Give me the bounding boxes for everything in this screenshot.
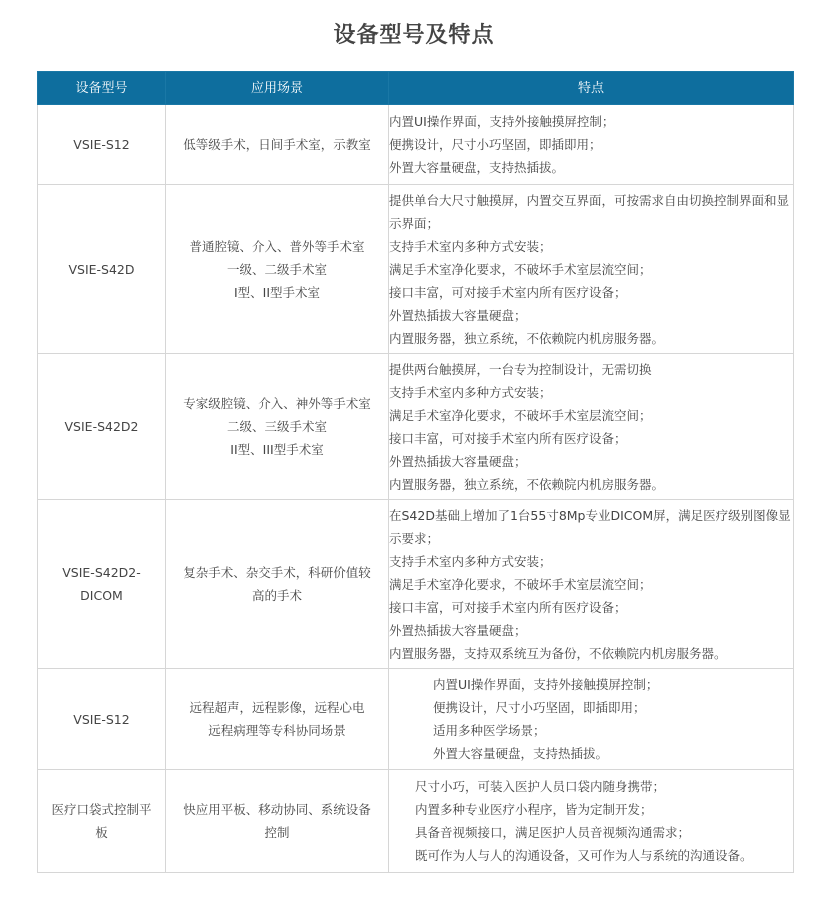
scene-cell <box>166 105 389 185</box>
scene-text: 普通腔镜、介入、普外等手术室 <box>189 238 365 254</box>
model-text: VSIE-S42D2 <box>64 419 139 434</box>
feature-line: 接口丰富，可对接手术室内所有医疗设备； <box>389 430 627 446</box>
feature-line: 外置大容量硬盘，支持热插拔。 <box>433 746 609 761</box>
model-cell <box>38 185 166 354</box>
feature-line: 内置服务器，独立系统，不依赖院内机房服务器。 <box>389 476 665 492</box>
features-cell <box>389 105 794 185</box>
feature-line: 适用多种医学场景； <box>433 723 546 738</box>
model-text: 医疗口袋式控制平 <box>51 802 152 817</box>
table-header-row <box>38 72 794 105</box>
scene-cell <box>166 354 389 500</box>
scene-cell <box>166 185 389 354</box>
feature-line: 内置多种专业医疗小程序，皆为定制开发； <box>415 802 653 817</box>
scene-text: 高的手术 <box>251 588 302 603</box>
scene-text: II型、III型手术室 <box>230 442 324 457</box>
table-row <box>38 354 794 500</box>
model-text: VSIE-S12 <box>73 137 130 152</box>
feature-line: 内置服务器，支持双系统互为备份，不依赖院内机房服务器。 <box>389 645 727 661</box>
feature-line: 提供两台触摸屏，一台专为控制设计，无需切换 <box>389 361 652 377</box>
scene-text: 复杂手术、杂交手术，科研价值较 <box>183 565 371 580</box>
features-cell <box>389 770 794 873</box>
model-cell <box>38 105 166 185</box>
scene-text: I型、II型手术室 <box>233 284 321 300</box>
header-features: 特点 <box>389 72 794 105</box>
feature-line: 外置热插拔大容量硬盘； <box>389 307 527 323</box>
feature-line: 支持手术室内多种方式安装； <box>389 553 552 569</box>
feature-line: 提供单台大尺寸触摸屏，内置交互界面，可按需求自由切换控制界面和显示界面； <box>389 192 790 231</box>
feature-line: 便携设计，尺寸小巧坚固，即插即用； <box>433 700 646 715</box>
features-cell <box>389 669 794 770</box>
page-title: 设备型号及特点 <box>333 23 495 48</box>
model-text: DICOM <box>80 588 123 603</box>
feature-line: 便携设计，尺寸小巧坚固，即插即用； <box>389 137 602 152</box>
feature-line: 内置UI操作界面，支持外接触摸屏控制； <box>433 677 659 692</box>
feature-line: 满足手术室净化要求，不破坏手术室层流空间； <box>389 407 652 423</box>
feature-line: 接口丰富，可对接手术室内所有医疗设备； <box>389 599 627 615</box>
feature-line: 满足手术室净化要求，不破坏手术室层流空间； <box>389 576 652 592</box>
model-cell <box>38 669 166 770</box>
feature-line: 支持手术室内多种方式安装； <box>389 238 552 254</box>
model-text: VSIE-S42D2- <box>62 565 141 580</box>
scene-text: 远程超声，远程影像，远程心电 <box>189 700 365 715</box>
table-row <box>38 500 794 669</box>
scene-text: 低等级手术，日间手术室，示教室 <box>183 137 371 152</box>
feature-line: 具备音视频接口，满足医护人员音视频沟通需求； <box>415 825 691 840</box>
scene-cell <box>166 770 389 873</box>
model-text: VSIE-S12 <box>73 711 130 727</box>
scene-text: 快应用平板、移动协同、系统设备 <box>183 802 371 817</box>
model-cell <box>38 770 166 873</box>
model-cell <box>38 354 166 500</box>
table-row <box>38 669 794 770</box>
scene-cell <box>166 500 389 669</box>
feature-line: 内置UI操作界面，支持外接触摸屏控制； <box>389 114 615 129</box>
feature-line: 外置大容量硬盘，支持热插拔。 <box>389 160 565 175</box>
features-cell <box>389 185 794 354</box>
model-cell <box>38 500 166 669</box>
feature-line: 尺寸小巧，可装入医护人员口袋内随身携带； <box>415 779 666 794</box>
features-cell <box>389 500 794 669</box>
header-model: 设备型号 <box>38 72 166 105</box>
scene-text: 远程病理等专科协同场景 <box>208 723 346 738</box>
header-scene: 应用场景 <box>166 72 389 105</box>
feature-line: 内置服务器，独立系统，不依赖院内机房服务器。 <box>389 330 665 346</box>
feature-line: 支持手术室内多种方式安装； <box>389 384 552 400</box>
features-cell <box>389 354 794 500</box>
spec-table <box>37 71 794 873</box>
scene-text: 控制 <box>264 825 290 840</box>
feature-line: 接口丰富，可对接手术室内所有医疗设备； <box>389 284 627 300</box>
model-text: 板 <box>95 825 108 840</box>
feature-line: 既可作为人与人的沟通设备，又可作为人与系统的沟通设备。 <box>415 848 753 863</box>
feature-line: 在S42D基础上增加了1台55寸8Mp专业DICOM屏，满足医疗级别图像显示要求； <box>389 507 791 546</box>
scene-text: 一级、二级手术室 <box>226 261 327 277</box>
table-row <box>38 185 794 354</box>
scene-cell <box>166 669 389 770</box>
feature-line: 满足手术室净化要求，不破坏手术室层流空间； <box>389 261 652 277</box>
table-row <box>38 770 794 873</box>
feature-line: 外置热插拔大容量硬盘； <box>389 622 527 638</box>
scene-text: 专家级腔镜、介入、神外等手术室 <box>183 396 371 411</box>
model-text: VSIE-S42D <box>68 261 135 277</box>
feature-line: 外置热插拔大容量硬盘； <box>389 453 527 469</box>
table-row <box>38 105 794 185</box>
scene-text: 二级、三级手术室 <box>226 419 327 434</box>
